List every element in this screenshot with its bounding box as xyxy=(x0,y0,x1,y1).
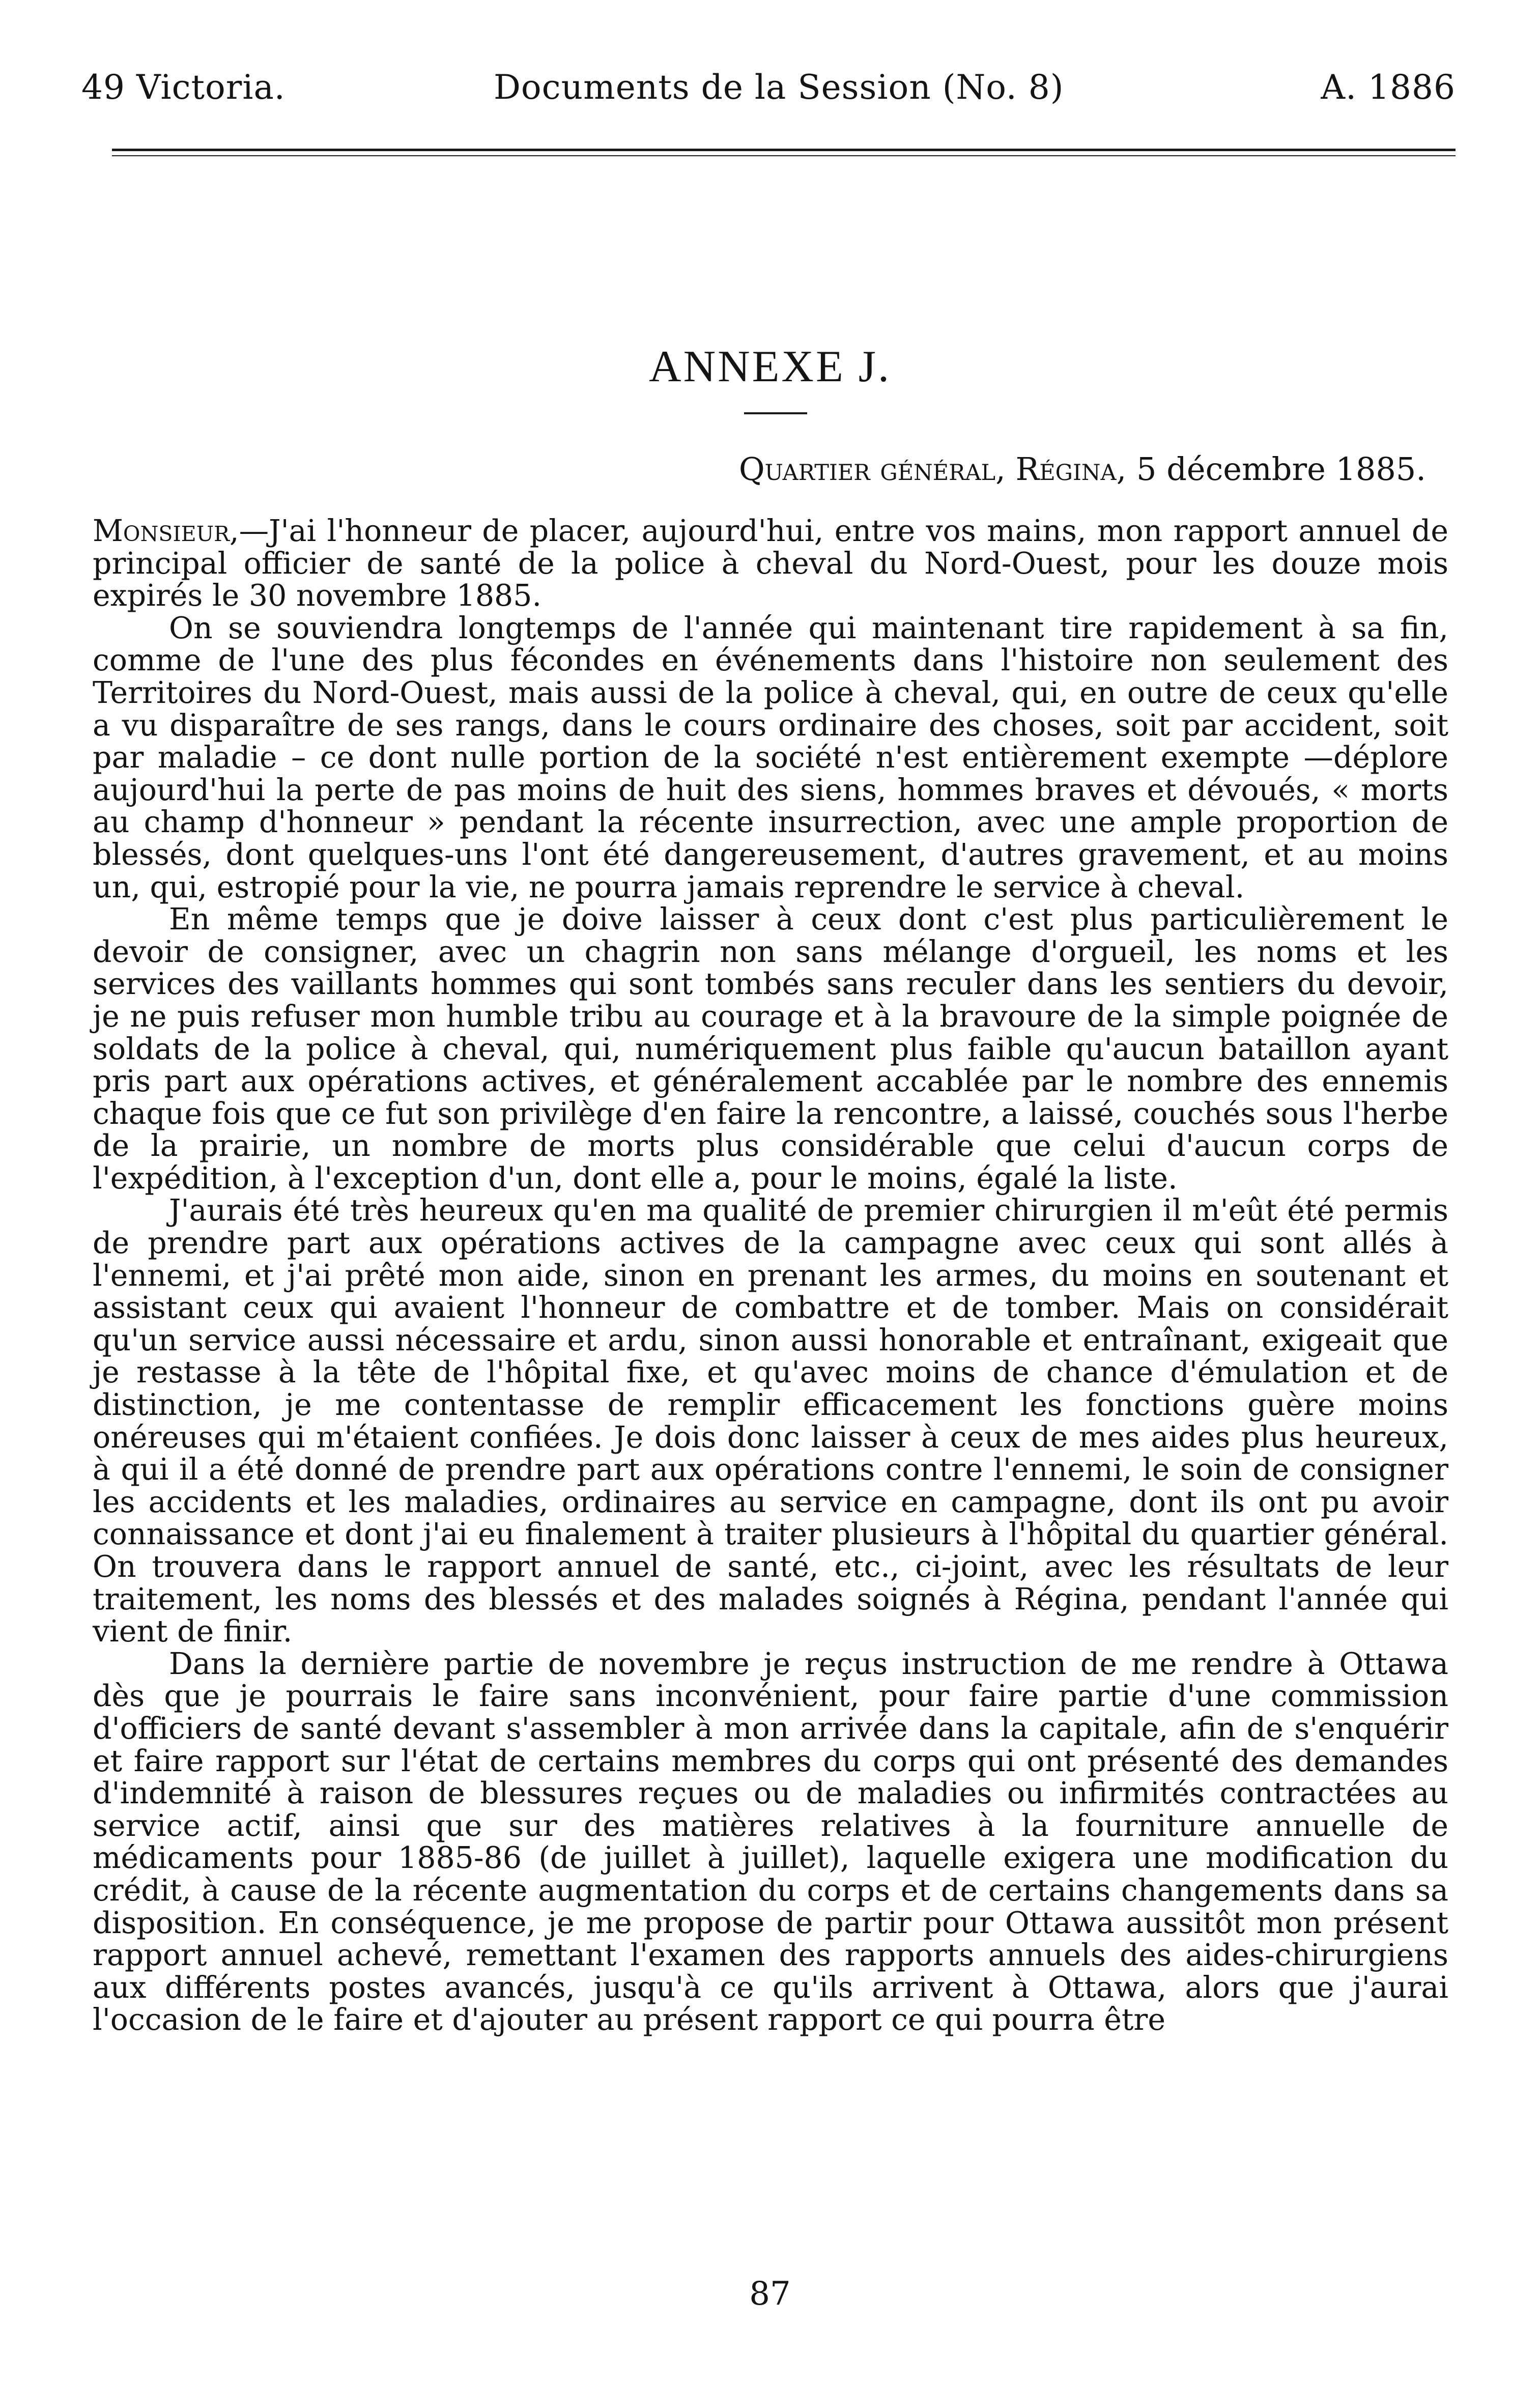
dateline-date: 5 décembre 1885. xyxy=(1126,450,1426,488)
paragraph-5: Dans la dernière partie de novembre je reçus instruction de me rendre à Ottawa dès que je pourrais le faire sans inconvénient, pour faire partie d'une commission d'officiers de santé devant s'assembler à mon arrivée dans la capitale, afin de s'enquérir et faire rapport sur l'état de certains membres du corps qui ont présenté des demandes d'indemnité à raison de blessures reçues ou de maladies ou infirmités contractées au service actif, ainsi que sur des matières relatives à la fourniture annuelle de médicaments pour 1885-86 (de juillet à juillet), laquelle exigera une modification du crédit, à cause de la récente augmentation du corps et de certains changements dans sa disposition. En conséquence, je me propose de partir pour Ottawa aussitôt mon présent rapport annuel achevé, remettant l'examen des rapports annuels des aides-chirurgiens aux différents postes avancés, jusqu'à ce qu'ils arrivent à Ottawa, alors que j'aurai l'occasion de le faire et d'ajouter au présent rapport ce qui pourra être xyxy=(93,1646,1448,2037)
paragraph-1 xyxy=(93,515,1448,612)
salutation: Monsieur, xyxy=(93,514,239,548)
annex-title: ANNEXE J. xyxy=(649,342,891,391)
dateline xyxy=(739,450,1426,488)
paragraph-4: J'aurais été très heureux qu'en ma qualité de premier chirurgien il m'eût été permis de prendre part aux opérations actives de la campagne avec ceux qui sont allés à l'ennemi, et j'ai prêté mon aide, sinon en prenant les armes, du moins en soutenant et assistant ceux qui avaient l'honneur de combattre et de tomber. Mais on considérait qu'un service aussi nécessaire et ardu, sinon aussi honorable et entraînant, exigeait que je restasse à la tête de l'hôpital fixe, et qu'avec moins de chance d'émulation et de distinction, je me contentasse de remplir efficacement les fonctions guère moins onéreuses qui m'étaient confiées. Je dois donc laisser à ceux de mes aides plus heureux, à qui il a été donné de prendre part aux opérations contre l'ennemi, le soin de consigner les accidents et les maladies, ordinaires au service en campagne, dont ils ont pu avoir connaissance et dont j'ai eu finalement à traiter plusieurs à l'hôpital du quartier général. On trouvera dans le rapport annuel de santé, etc., ci-joint, avec les résultats de leur traitement, les noms des blessés et des malades soignés à Régina, pendant l'année qui vient de finir. xyxy=(93,1193,1448,1649)
header-volume: 49 Victoria. xyxy=(81,68,286,107)
paragraph-1-text: —J'ai l'honneur de placer, aujourd'hui, entre vos mains, mon rapport annuel de principal officier de santé de la police à cheval du Nord-Ouest, pour les douze mois expirés le 30 novembre 1885. xyxy=(93,514,1448,613)
header-session-title: Documents de la Session (No. 8) xyxy=(494,68,1064,107)
dateline-place: Quartier général, Régina, xyxy=(738,450,1127,488)
letter-body xyxy=(93,515,1448,2036)
paragraph-2: On se souviendra longtemps de l'année qui maintenant tire rapidement à sa fin, comme de l'une des plus fécondes en événements dans l'histoire non seulement des Territoires du Nord-Ouest, mais aussi de la police à cheval, qui, en outre de ceux qu'elle a vu disparaître de ses rangs, dans le cours ordinaire des choses, soit par accident, soit par maladie – ce dont nulle portion de la société n'est entièrement exempte —déplore aujourd'hui la perte de pas moins de huit des siens, hommes braves et dévoués, « morts au champ d'honneur » pendant la récente insurrection, avec une ample proportion de blessés, dont quelques-uns l'ont été dangereusement, d'autres gravement, et au moins un, qui, estropié pour la vie, ne pourra jamais reprendre le service à cheval. xyxy=(93,610,1448,904)
title-divider xyxy=(744,412,807,414)
header-rule xyxy=(112,149,1456,151)
page-number: 87 xyxy=(749,2275,791,2313)
header-year: A. 1886 xyxy=(1321,68,1456,107)
paragraph-3: En même temps que je doive laisser à ceux dont c'est plus particulièrement le devoir de consigner, avec un chagrin non sans mélange d'orgueil, les noms et les services des vaillants hommes qui sont tombés sans reculer dans les sentiers du devoir, je ne puis refuser mon humble tribu au courage et à la bravoure de la simple poignée de soldats de la police à cheval, qui, numériquement plus faible qu'aucun bataillon ayant pris part aux opérations actives, et généralement accablée par le nombre des ennemis chaque fois que ce fut son privilège d'en faire la rencontre, a laissé, couchés sous l'herbe de la prairie, un nombre de morts plus considérable que celui d'aucun corps de l'expédition, à l'exception d'un, dont elle a, pour le moins, égalé la liste. xyxy=(93,902,1448,1196)
header-rule-thin xyxy=(112,155,1456,156)
